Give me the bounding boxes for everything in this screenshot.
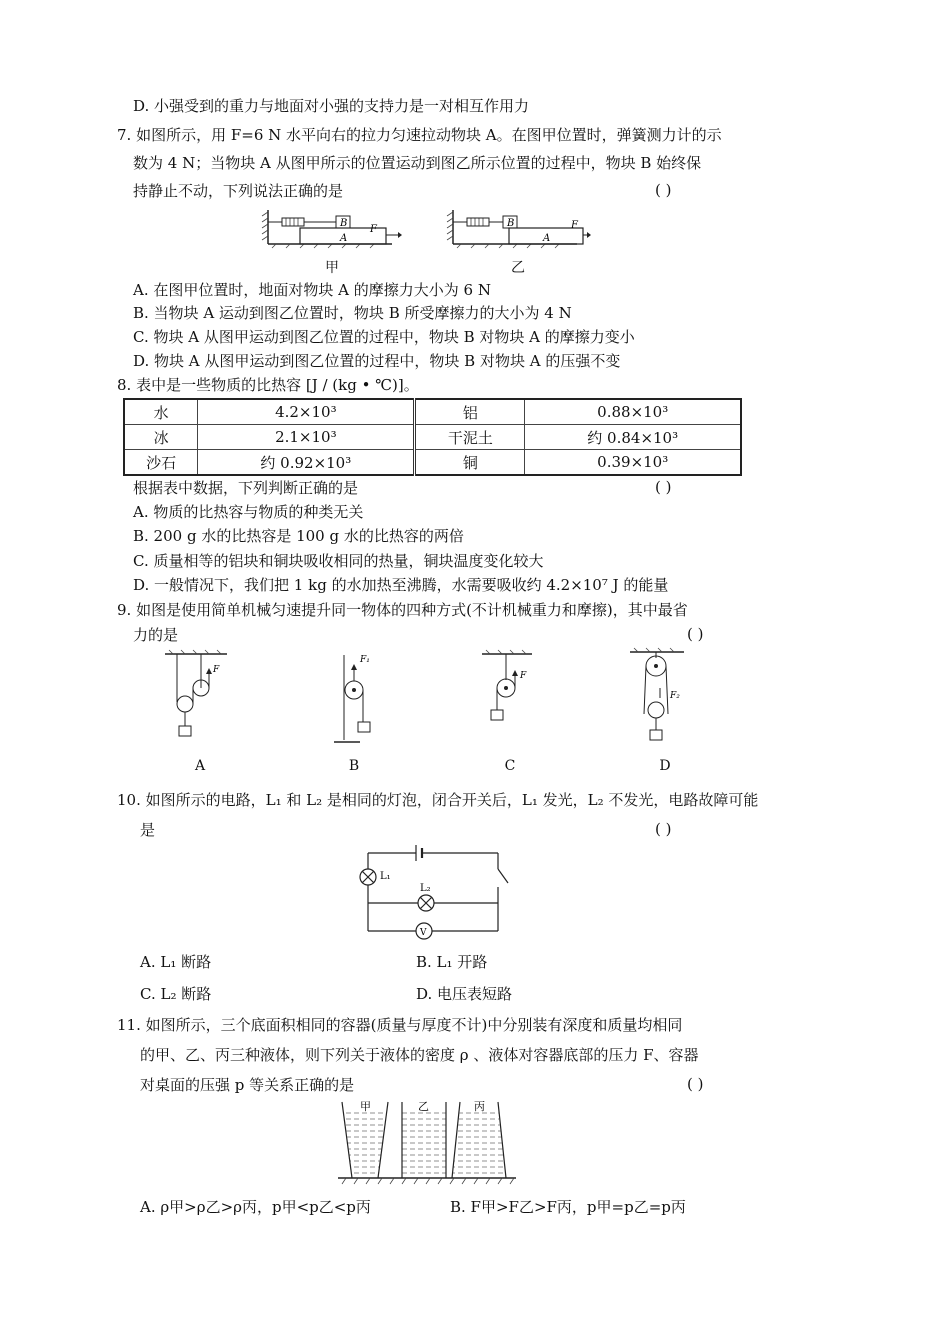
svg-text:B: B xyxy=(507,218,515,229)
specific-heat-table xyxy=(123,398,742,476)
q8-option-c: C. 质量相等的铝块和铜块吸收相同的热量，铜块温度变化较大 xyxy=(133,552,544,570)
q7-figure-yi xyxy=(447,208,587,258)
q10-option-a: A. L₁ 断路 xyxy=(140,953,212,971)
svg-text:丙: 丙 xyxy=(474,1100,485,1113)
q10-option-d: D. 电压表短路 xyxy=(416,985,513,1003)
q10-option-c: C. L₂ 断路 xyxy=(140,985,212,1003)
q6-option-d: D. 小强受到的重力与地面对小强的支持力是一对相互作用力 xyxy=(133,97,530,115)
q9-label-c: C xyxy=(504,758,516,774)
q11-stem-line1: 11. 如图所示，三个底面积相同的容器(质量与厚度不计)中分别装有深度和质量均相同 xyxy=(117,1016,683,1034)
q7-figure-jia-caption: 甲 xyxy=(325,260,339,276)
table-row xyxy=(124,425,741,450)
q9-label-a: A xyxy=(194,758,206,774)
q7-figure-yi-caption: 乙 xyxy=(511,260,525,276)
q9-figure-a xyxy=(165,650,235,745)
q11-option-b: B. F甲>F乙>F丙，p甲=p乙=p丙 xyxy=(450,1198,686,1216)
q8-answer-paren: ( ) xyxy=(655,478,672,496)
table-cell: 水 xyxy=(124,399,198,425)
q10-option-b: B. L₁ 开路 xyxy=(416,953,488,971)
q8-stem-line2: 根据表中数据，下列判断正确的是 xyxy=(133,479,359,497)
table-cell: 冰 xyxy=(124,425,198,450)
q11-stem-line3: 对桌面的压强 p 等关系正确的是 xyxy=(140,1076,355,1094)
svg-text:A: A xyxy=(340,233,348,244)
q7-option-a: A. 在图甲位置时，地面对物块 A 的摩擦力大小为 6 N xyxy=(133,281,491,299)
table-cell: 约 0.84×10³ xyxy=(525,425,741,450)
q11-containers-figure xyxy=(338,1098,518,1184)
q11-option-a: A. ρ甲>ρ乙>ρ丙，p甲<p乙<p丙 xyxy=(140,1198,371,1216)
q7-option-d: D. 物块 A 从图甲运动到图乙位置的过程中，物块 B 对物块 A 的压强不变 xyxy=(133,352,621,370)
q11-answer-paren: ( ) xyxy=(687,1075,704,1093)
table-cell: 0.39×10³ xyxy=(525,450,741,476)
svg-text:L₁: L₁ xyxy=(380,871,391,882)
table-cell: 铝 xyxy=(415,399,525,425)
svg-text:F: F xyxy=(370,224,377,235)
q10-stem-line1: 10. 如图所示的电路，L₁ 和 L₂ 是相同的灯泡，闭合开关后，L₁ 发光，L₂ 不发光，电路故障可能 xyxy=(117,791,759,809)
q10-stem-line2: 是 xyxy=(140,821,156,839)
svg-text:F: F xyxy=(571,220,578,231)
table-cell: 0.88×10³ xyxy=(525,399,741,425)
q7-option-c: C. 物块 A 从图甲运动到图乙位置的过程中，物块 B 对物块 A 的摩擦力变小 xyxy=(133,328,635,346)
svg-text:V: V xyxy=(420,928,427,938)
q9-answer-paren: ( ) xyxy=(687,625,704,643)
q9-label-b: B xyxy=(348,758,360,774)
q9-figure-c xyxy=(482,650,542,745)
q8-option-a: A. 物质的比热容与物质的种类无关 xyxy=(133,503,364,521)
q9-figure-b xyxy=(330,650,390,745)
svg-text:F₁: F₁ xyxy=(360,655,370,665)
q8-option-d: D. 一般情况下，我们把 1 kg 的水加热至沸腾，水需要吸收约 4.2×10⁷ J 的能量 xyxy=(133,576,669,594)
svg-text:F: F xyxy=(213,665,220,675)
svg-text:B: B xyxy=(340,218,348,229)
q9-stem-line1: 9. 如图是使用简单机械匀速提升同一物体的四种方式(不计机械重力和摩擦)，其中最省 xyxy=(117,601,688,619)
table-cell: 4.2×10³ xyxy=(198,399,415,425)
q11-stem-line2: 的甲、乙、丙三种液体，则下列关于液体的密度 ρ 、液体对容器底部的压力 F、容器 xyxy=(140,1046,699,1064)
svg-text:甲: 甲 xyxy=(360,1100,371,1113)
svg-text:乙: 乙 xyxy=(418,1100,429,1113)
q9-stem-line2: 力的是 xyxy=(133,626,179,644)
q9-figure-d xyxy=(630,648,690,748)
q7-figure-jia xyxy=(262,208,402,258)
table-cell: 沙石 xyxy=(124,450,198,476)
table-cell: 干泥土 xyxy=(415,425,525,450)
table-cell: 铜 xyxy=(415,450,525,476)
q7-stem-line2: 数为 4 N；当物块 A 从图甲所示的位置运动到图乙所示位置的过程中，物块 B 始终保 xyxy=(133,154,702,172)
q7-stem-line3: 持静止不动，下列说法正确的是 xyxy=(133,182,344,200)
svg-text:L₂: L₂ xyxy=(420,883,431,894)
table-cell: 约 0.92×10³ xyxy=(198,450,415,476)
q10-circuit-diagram xyxy=(348,843,518,943)
q8-stem-line1: 8. 表中是一些物质的比热容 [J / (kg • ℃)]。 xyxy=(117,376,419,394)
table-row xyxy=(124,399,741,425)
q7-stem-line1: 7. 如图所示，用 F=6 N 水平向右的拉力匀速拉动物块 A。在图甲位置时，弹簧测力计的示 xyxy=(117,126,722,144)
svg-text:F: F xyxy=(520,671,527,681)
q7-answer-paren: ( ) xyxy=(655,181,672,199)
table-cell: 2.1×10³ xyxy=(198,425,415,450)
q7-option-b: B. 当物块 A 运动到图乙位置时，物块 B 所受摩擦力的大小为 4 N xyxy=(133,304,572,322)
q9-label-d: D xyxy=(659,758,671,774)
q8-option-b: B. 200 g 水的比热容是 100 g 水的比热容的两倍 xyxy=(133,527,464,545)
q10-answer-paren: ( ) xyxy=(655,820,672,838)
svg-text:F₂: F₂ xyxy=(670,691,680,701)
svg-text:A: A xyxy=(543,233,551,244)
table-row xyxy=(124,450,741,476)
